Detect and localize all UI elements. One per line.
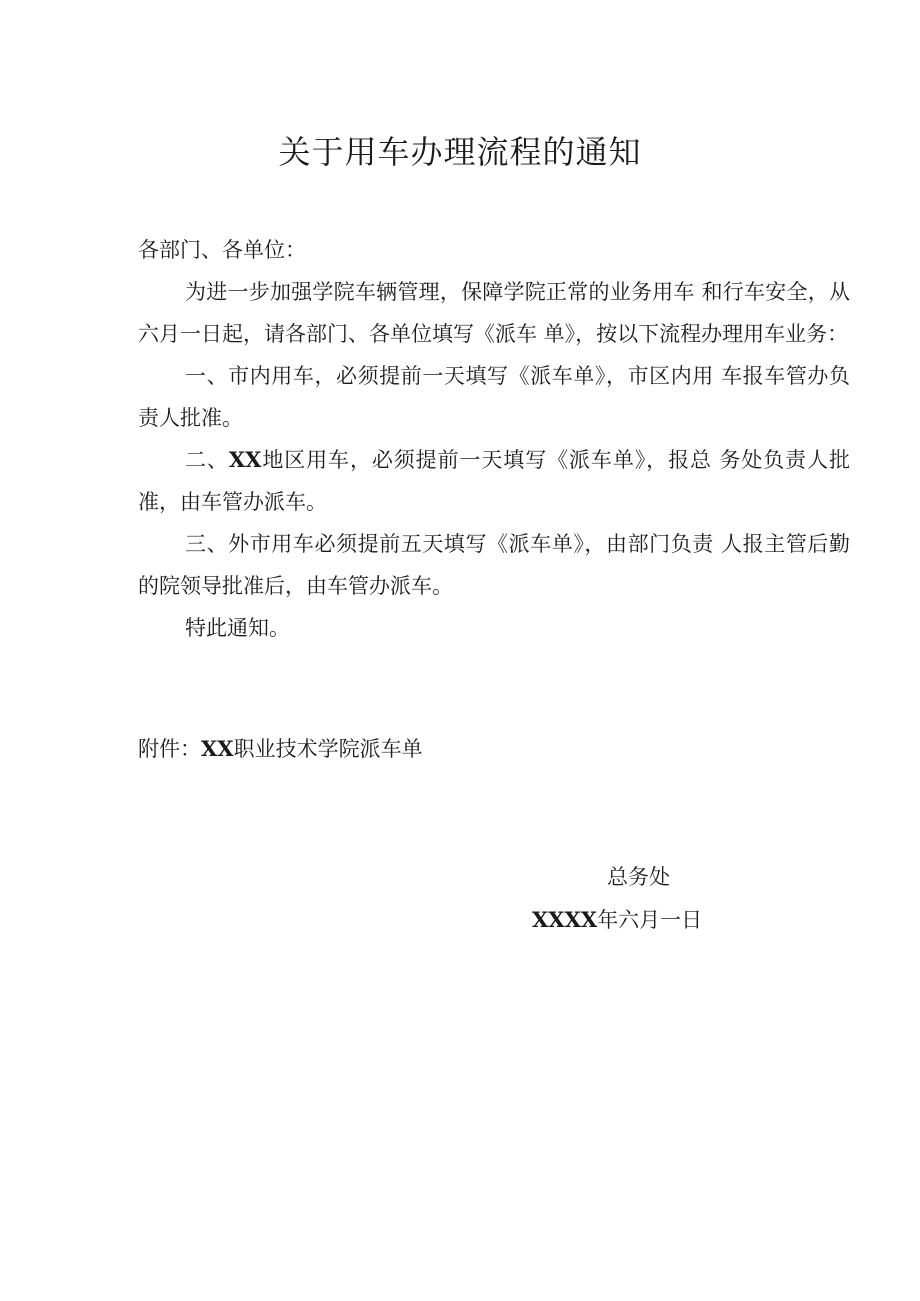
paragraph-closing: 特此通知。	[185, 616, 290, 640]
signature-date	[532, 905, 702, 935]
attachment-label: 附件：	[138, 737, 201, 761]
signature-department: 总务处	[607, 865, 670, 889]
date-text: 年六月一日	[597, 908, 703, 932]
page-title: 关于用车办理流程的通知	[278, 133, 642, 171]
item-2-prefix: 二、	[185, 448, 229, 472]
paragraph-intro: 为进一步加强学院车辆管理，保障学院正常的业务用车 和行车安全，从六月一日起，请各部门、各单位填写《派车 单》，按以下流程办理用车业务：	[138, 280, 850, 346]
notice-body	[138, 271, 850, 649]
paragraph-item-3: 三、外市用车必须提前五天填写《派车单》，由部门负责 人报主管后勤的院领导批准后，由车管办派车。	[138, 532, 850, 598]
attachment-line	[138, 728, 850, 770]
attachment-text: 职业技术学院派车单	[233, 737, 423, 761]
salutation: 各部门、各单位：	[138, 238, 306, 262]
paragraph-item-1: 一、市内用车，必须提前一天填写《派车单》，市区内用 车报车管办负责人批准。	[138, 364, 850, 430]
paragraph-item-2	[138, 439, 850, 523]
item-2-text: 地区用车，必须提前一天填写《派车单》，报总 务处负责人批准，由车管办派车。	[138, 448, 850, 514]
attachment-placeholder: XX	[201, 736, 234, 761]
item-2-placeholder: XX	[228, 447, 262, 472]
date-year-placeholder: XXXX	[532, 907, 598, 932]
